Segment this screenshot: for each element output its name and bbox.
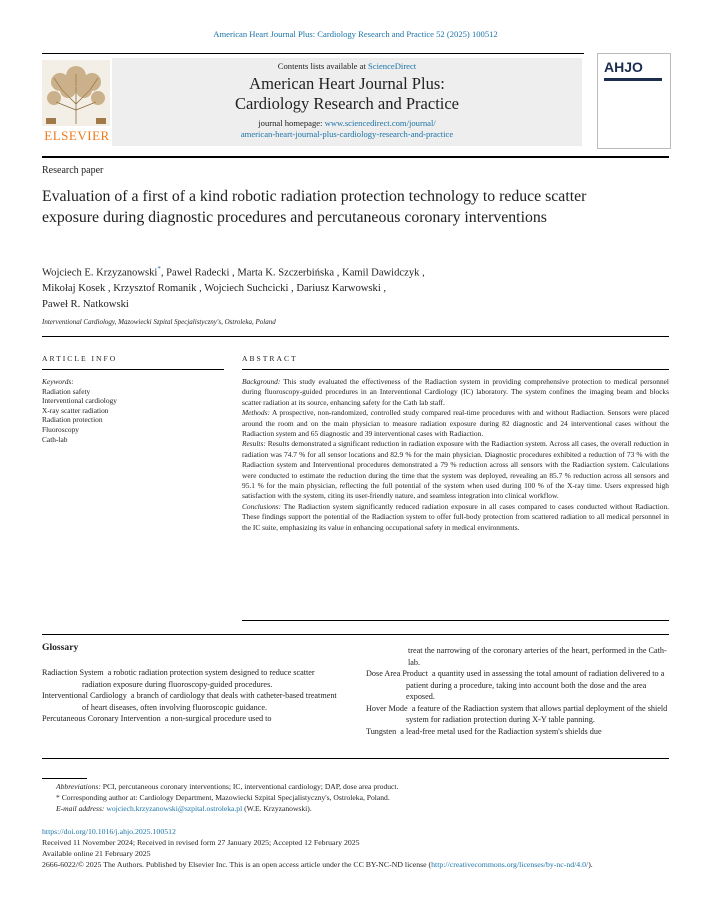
glossary-definition: a quantity used in assessing the total amount of radiation delivered to a patient during a procedure, taking into account both the dose and the area exposed. — [406, 669, 665, 701]
article-type: Research paper — [42, 165, 104, 176]
abstract-methods-label: Methods: — [242, 408, 270, 418]
glossary-definition: a feature of the Radiaction system that allows partial deployment of the shield system for radiation protection during X-Y table panning. — [406, 703, 668, 724]
journal-citation-line[interactable]: American Heart Journal Plus: Cardiology Research and Practice 52 (2025) 100512 — [213, 29, 498, 39]
glossary-entry — [42, 690, 342, 713]
glossary-term: Interventional Cardiology — [42, 691, 127, 700]
keywords-label: Keywords: — [42, 377, 74, 386]
authors-line1-rest: , Pawel Radecki , Marta K. Szczerbińska , Kamil Dawidczyk , — [160, 267, 425, 279]
article-info-heading: ARTICLE INFO — [42, 354, 118, 363]
doi-link[interactable]: https://doi.org/10.1016/j.ahjo.2025.100512 — [42, 827, 176, 836]
glossary-entry — [42, 667, 342, 690]
publication-info — [42, 826, 669, 870]
glossary-definition: a lead-free metal used for the Radiaction system's shields due — [400, 726, 602, 736]
glossary-entry — [366, 726, 669, 738]
abstract-background-label: Background: — [242, 377, 281, 386]
abstract-conclusions-label: Conclusions: — [242, 501, 282, 511]
glossary-term: Tungsten — [366, 726, 397, 736]
keyword-item: Radiation safety — [42, 386, 91, 396]
header-bottom-rule — [42, 156, 669, 158]
abstract-bottom-rule — [242, 620, 669, 621]
glossary-bottom-rule — [42, 758, 669, 759]
sciencedirect-link[interactable]: ScienceDirect — [368, 61, 417, 71]
footnotes — [42, 781, 669, 814]
cover-band — [604, 78, 662, 81]
affiliation: Interventional Cardiology, Mazowiecki Szpital Specjalistyczny's, Ostroleka, Poland — [42, 318, 276, 326]
email-owner: (W.E. Krzyzanowski). — [242, 804, 312, 813]
homepage-label: journal homepage: — [258, 118, 325, 128]
homepage-link-part1[interactable]: www.sciencedirect.com/journal/ — [324, 118, 436, 128]
abstract-methods-text: A prospective, non-randomized, controlled study compared real-time procedures with and without Radiaction. Sensors were placed around the room and on the main physician to measure radiation exposure during 82 diagnostic and 24 interventional cases without the Radiaction system and 65 diagnostic and 39 interventional cases with Radiaction. — [242, 408, 669, 439]
corresponding-text: Corresponding author at: Cardiology Department, Mazowiecki Szpital Specjalistyczny's, Ostroleka, Poland. — [59, 793, 390, 802]
journal-title-line2: Cardiology Research and Practice — [234, 94, 460, 113]
license-prefix: 2666-6022/© 2025 The Authors. Published by Elsevier Inc. This is an open access article under the CC BY-NC-ND license ( — [42, 860, 432, 869]
contents-prefix: Contents lists available at — [277, 61, 368, 71]
abstract-results — [242, 439, 669, 501]
authors-line2: Mikołaj Kosek , Krzysztof Romanik , Wojciech Suchcicki , Dariusz Karwowski , — [42, 283, 387, 295]
glossary-term: Hover Mode — [366, 703, 408, 713]
abstract-heading: ABSTRACT — [242, 354, 298, 363]
footnote-rule — [42, 778, 87, 779]
glossary-definition: a non-surgical procedure used to — [164, 714, 272, 723]
email-label: E-mail address: — [56, 804, 105, 813]
keyword-item: Cath-lab — [42, 434, 68, 444]
keyword-item: Interventional cardiology — [42, 396, 117, 406]
glossary-term: Radiaction System — [42, 668, 104, 677]
glossary-entry — [366, 668, 669, 703]
email-link[interactable]: wojciech.krzyzanowski@szpital.ostroleka.pl — [106, 804, 243, 813]
cover-title: AHJO — [604, 59, 643, 75]
abbreviations-text: PCI, percutaneous coronary interventions; IC, interventional cardiology; DAP, dose area product. — [100, 782, 399, 791]
glossary-left-column — [42, 667, 342, 725]
article-title: Evaluation of a first of a kind robotic radiation protection technology to reduce scatter exposure during diagnostic procedures and percutaneous coronary interventions — [42, 188, 587, 226]
keyword-item: Radiation protection — [42, 415, 103, 425]
keywords-block — [42, 377, 222, 444]
journal-cover-thumbnail[interactable] — [597, 53, 671, 149]
info-section-top-rule — [42, 336, 669, 337]
first-author[interactable]: Wojciech E. Krzyzanowski — [42, 267, 158, 279]
corresponding-mark: * — [56, 793, 60, 802]
abstract-background-text: This study evaluated the effectiveness of the Radiaction system in providing comprehensive protection to medical personnel during fluoroscopy-guided procedures in an Interventional Cardiology (IC) laboratory. The system confines the imaging beam and blocks scatter radiation at its source, enhancing safety for the Cath lab staff. — [242, 377, 669, 407]
article-info-rule — [42, 369, 224, 370]
keyword-item: X-ray scatter radiation — [42, 405, 109, 415]
header-top-rule — [42, 53, 584, 54]
abstract-background — [242, 377, 669, 408]
license-statement — [42, 859, 669, 870]
glossary-title: Glossary — [42, 642, 79, 653]
abstract-conclusions-text: The Radiaction system significantly reduced radiation exposure in all cases compared to cases conducted without Radiaction. These findings support the potential of the Radiaction system to offer full-body protection from scattered radiation to all medical personnel in the IC suite, emphasizing its value in enhancing occupational safety in medical environments. — [242, 501, 669, 532]
received-dates: Received 11 November 2024; Received in revised form 27 January 2025; Accepted 12 February 2025 — [42, 838, 360, 847]
contents-available-line — [112, 61, 582, 71]
abbreviations-label: Abbreviations: — [56, 782, 101, 791]
email-note — [42, 803, 669, 814]
abbreviations-note — [42, 781, 669, 792]
glossary-term: Dose Area Product — [366, 669, 428, 678]
glossary-entry — [42, 713, 342, 725]
abstract-body — [242, 377, 669, 533]
abstract-rule — [242, 369, 669, 370]
homepage-link-part2[interactable]: american-heart-journal-plus-cardiology-research-and-practice — [240, 129, 454, 139]
glossary-entry — [366, 703, 669, 726]
abstract-methods — [242, 408, 669, 439]
abstract-results-text: Results demonstrated a significant reduction in radiation exposure with the Radiaction system. Across all cases, the overall reduction in radiation was 74.7 % for all sensor locations and 82.9 % for the main physician. Diagnostic procedures exhibited a reduction of 73 % with the Radiaction system and Interventional procedures demonstrated a 79 % reduction across all sensors with the Radiaction system. Calculations were conducted to estimate the reduction during the time that the system was deployed, revealing an 85.7 % reduction across all sensors and 95.1 % for the main physician, reflecting the full potential of the system when used during 100 % of the X-ray time. Users expressed high satisfaction with the system, citing its user-friendly nature, and seamless integration into clinical workflow. — [242, 439, 669, 501]
journal-homepage — [112, 118, 582, 140]
glossary-right-column — [366, 645, 669, 737]
elsevier-wordmark: ELSEVIER — [44, 128, 110, 143]
glossary-definition: a branch of cardiology that deals with catheter-based treatment of heart diseases, often involving fluoroscopic guidance. — [82, 691, 337, 712]
journal-title-line1: American Heart Journal Plus: — [249, 74, 445, 93]
corresponding-author-mark[interactable]: * — [157, 265, 161, 273]
keyword-item: Fluoroscopy — [42, 424, 79, 434]
corresponding-note — [42, 792, 669, 803]
license-suffix: ). — [588, 860, 593, 869]
author-list — [42, 262, 602, 312]
available-online: Available online 21 February 2025 — [42, 849, 151, 858]
glossary-term: Percutaneous Coronary Intervention — [42, 714, 161, 723]
license-link[interactable]: http://creativecommons.org/licenses/by-nc-nd/4.0/ — [431, 860, 589, 869]
abstract-conclusions — [242, 502, 669, 533]
glossary-definition: a robotic radiation protection system designed to reduce scatter radiation exposure during fluoroscopy-guided procedures. — [82, 668, 315, 689]
authors-line3: Paweł R. Natkowski — [42, 298, 129, 310]
glossary-continuation: treat the narrowing of the coronary arteries of the heart, performed in the Cath-lab. — [408, 646, 667, 667]
abstract-results-label: Results: — [242, 439, 266, 449]
